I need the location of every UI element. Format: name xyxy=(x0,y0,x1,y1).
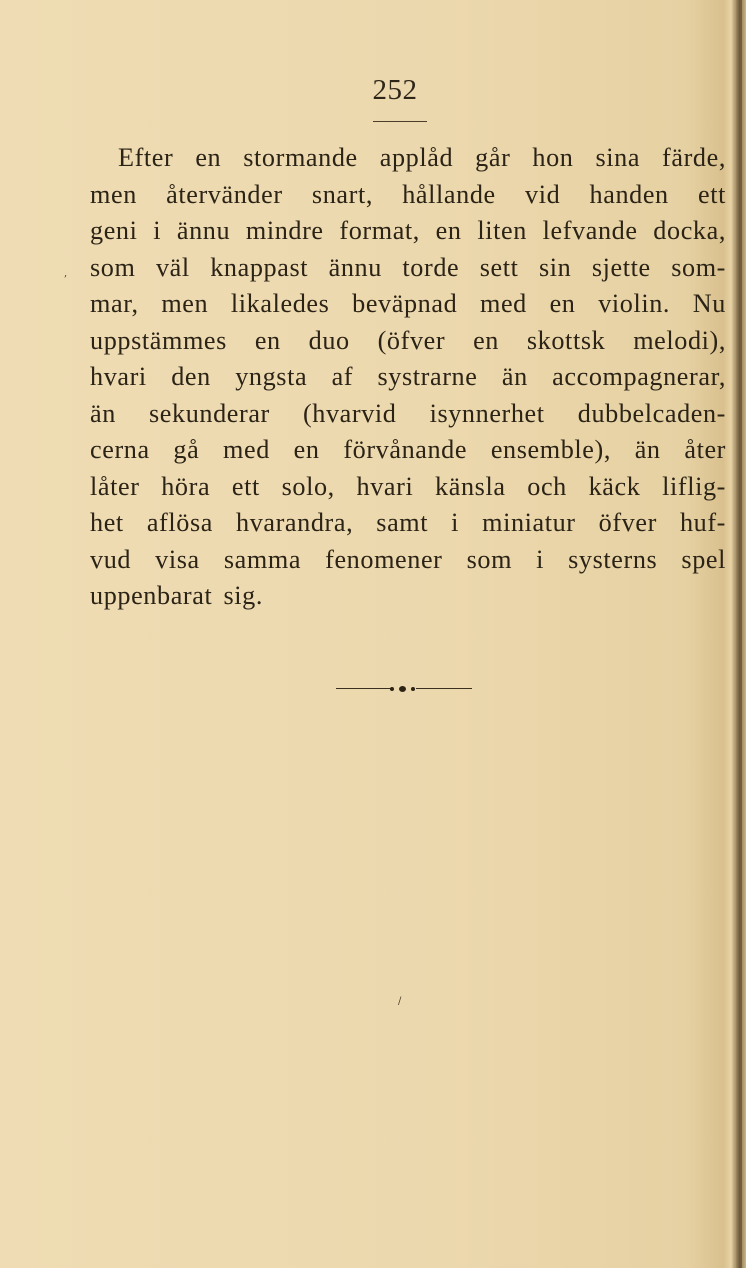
page-edge-border xyxy=(739,0,742,1268)
text-line: cerna gå med en förvånande ensemble), än åter xyxy=(90,435,726,464)
text-line: låter höra ett solo, hvari känsla och käck liflig- xyxy=(90,471,726,501)
body-paragraph xyxy=(90,140,726,615)
text-line: som väl knappast ännu torde sett sin sjette som- xyxy=(90,252,726,282)
page-edge-shadow xyxy=(735,0,736,1268)
page-number: 252 xyxy=(372,74,418,106)
text-line: men återvänder snart, hållande vid handen ett xyxy=(90,179,726,209)
text-line: mar, men likaledes beväpnad med en violin. Nu xyxy=(90,289,726,318)
section-divider-ornament-icon xyxy=(336,686,472,692)
paper-speck: / xyxy=(398,996,402,1007)
text-line: uppstämmes en duo (öfver en skottsk melodi), xyxy=(90,325,726,355)
page-number-underline xyxy=(373,121,427,122)
text-line: Efter en stormande applåd går hon sina färde, xyxy=(118,143,726,172)
paper-speck: , xyxy=(64,268,68,279)
text-line: het aflösa hvarandra, samt i miniatur öfver huf- xyxy=(90,508,726,537)
text-line: än sekunderar (hvarvid isynnerhet dubbelcaden- xyxy=(90,398,726,428)
text-line: vud visa samma fenomener som i systerns spel xyxy=(90,544,726,574)
text-line: hvari den yngsta af systrarne än accompagnerar, xyxy=(90,362,726,391)
text-line: geni i ännu mindre format, en liten lefvande docka, xyxy=(90,216,726,245)
text-line: uppenbarat sig. xyxy=(90,581,263,610)
